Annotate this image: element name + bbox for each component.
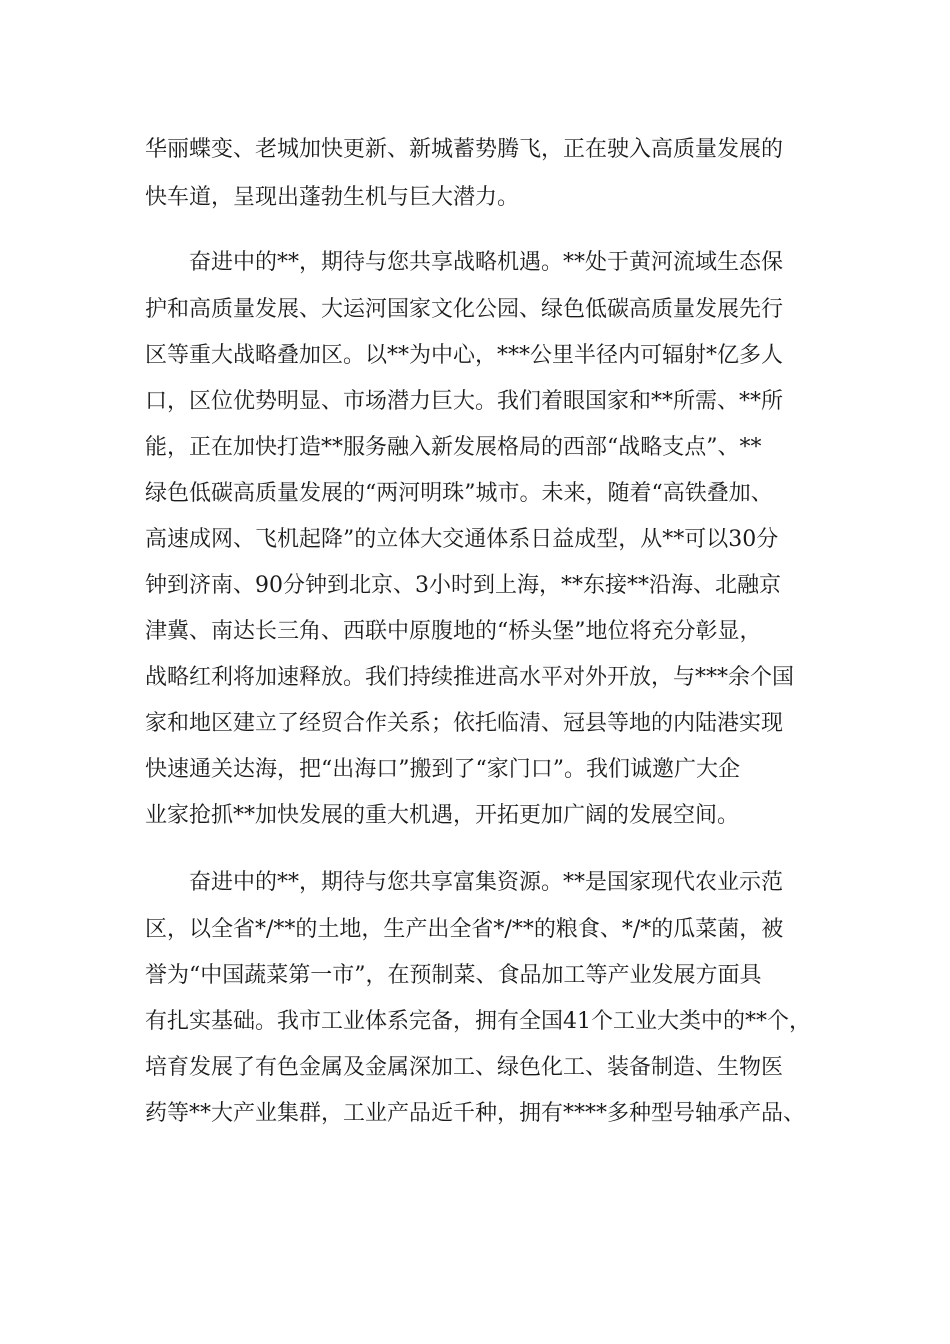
text-line: 家和地区建立了经贸合作关系；依托临清、冠县等地的内陆港实现 [145, 711, 784, 736]
text-line: 快车道，呈现出蓬勃生机与巨大潜力。 [145, 185, 520, 210]
text-line: 区等重大战略叠加区。以**为中心，***公里半径内可辐射*亿多人 [145, 343, 784, 368]
text-line: 培育发展了有色金属及金属深加工、绿色化工、装备制造、生物医 [145, 1055, 784, 1080]
text-line: 绿色低碳高质量发展的“两河明珠”城市。未来，随着“高铁叠加、 [145, 481, 773, 506]
text-line: 快速通关达海，把“出海口”搬到了“家门口”。我们诚邀广大企 [145, 757, 740, 782]
text-line: 华丽蝶变、老城加快更新、新城蓄势腾飞，正在驶入高质量发展的 [145, 137, 784, 162]
text-line: 战略红利将加速释放。我们持续推进高水平对外开放，与***余个国 [145, 665, 795, 690]
text-line: 区，以全省*/**的土地，生产出全省*/**的粮食、*/*的瓜菜菌，被 [145, 917, 784, 942]
text-line: 能，正在加快打造**服务融入新发展格局的西部“战略支点”、** [145, 435, 762, 460]
text-line: 高速成网、飞机起降”的立体大交通体系日益成型，从**可以30分 [145, 527, 779, 552]
paragraph-first-line: 奋进中的**，期待与您共享战略机遇。**处于黄河流域生态保 [189, 250, 784, 275]
text-line: 有扎实基础。我市工业体系完备，拥有全国41个工业大类中的**个， [145, 1009, 811, 1034]
paragraph-first-line: 奋进中的**，期待与您共享富集资源。**是国家现代农业示范 [189, 870, 784, 895]
text-line: 口，区位优势明显、市场潜力巨大。我们着眼国家和**所需、**所 [145, 389, 784, 414]
text-line: 津冀、南达长三角、西联中原腹地的“桥头堡”地位将充分彰显， [145, 619, 762, 644]
text-line: 业家抢抓**加快发展的重大机遇，开拓更加广阔的发展空间。 [145, 803, 740, 828]
text-line: 钟到济南、90分钟到北京、3小时到上海，**东接**沿海、北融京 [145, 573, 781, 598]
text-line: 药等**大产业集群，工业产品近千种，拥有****多种型号轴承产品、 [145, 1101, 806, 1126]
text-line: 护和高质量发展、大运河国家文化公园、绿色低碳高质量发展先行 [145, 297, 784, 322]
text-line: 誉为“中国蔬菜第一市”，在预制菜、食品加工等产业发展方面具 [145, 963, 762, 988]
